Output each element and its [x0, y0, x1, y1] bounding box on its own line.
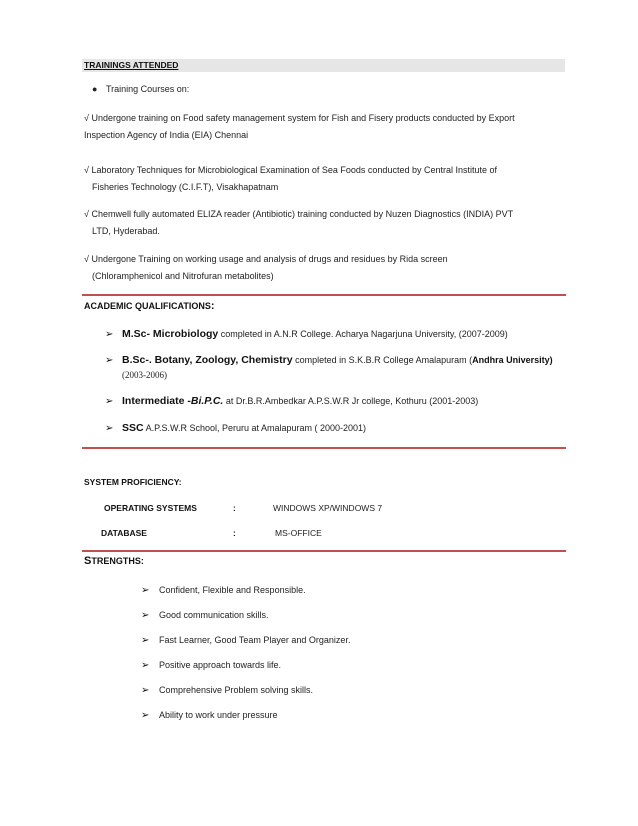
academic-heading-text: ACADEMIC QUALIFICATIONS	[84, 301, 211, 311]
training-item-line1: √ Undergone Training on working usage and analysis of drugs and residues by Rida screen	[84, 254, 448, 264]
strengths-heading	[84, 555, 144, 567]
system-row-separator: :	[233, 528, 236, 538]
arrow-bullet-icon: ➢	[141, 660, 150, 671]
qualification-detail: completed in S.K.B.R College Amalapuram (	[292, 355, 473, 365]
system-row-separator: :	[233, 503, 236, 513]
system-heading: SYSTEM PROFICIENCY:	[84, 477, 182, 487]
training-item-line1: √ Laboratory Techniques for Microbiological Examination of Sea Foods conducted by Central Institute of	[84, 165, 498, 175]
section-divider	[82, 550, 566, 552]
training-item-line2: Inspection Agency of India (EIA) Chennai	[84, 130, 249, 140]
arrow-bullet-icon: ➢	[141, 585, 150, 596]
trainings-heading: TRAININGS ATTENDED	[84, 60, 179, 70]
training-item-line2: (Chloramphenicol and Nitrofuran metabolites)	[92, 271, 274, 281]
training-item-line2: Fisheries Technology (C.I.F.T), Visakhapatnam	[92, 182, 279, 192]
strength-item-text: Comprehensive Problem solving skills.	[159, 685, 314, 695]
section-divider	[82, 294, 566, 296]
strength-item	[141, 585, 306, 596]
qualification-detail: A.P.S.W.R School, Peruru at Amalapuram ( 2000-2001)	[143, 423, 367, 433]
strength-item-text: Fast Learner, Good Team Player and Organizer.	[159, 635, 351, 645]
arrow-bullet-icon: ➢	[105, 396, 114, 407]
qualification-degree: Intermediate -	[122, 395, 191, 407]
strength-item-text: Good communication skills.	[159, 610, 269, 620]
bullet-icon: ●	[92, 84, 98, 94]
section-divider	[82, 447, 566, 449]
system-row-label: OPERATING SYSTEMS	[104, 503, 197, 513]
qualification-university: Andhra University)	[472, 355, 553, 365]
academic-heading	[84, 300, 215, 312]
strengths-heading-initial: S	[84, 555, 92, 567]
system-row-value: WINDOWS XP/WINDOWS 7	[273, 503, 383, 513]
qualification-detail: completed in A.N.R College. Acharya Nagarjuna University, (2007-2009)	[218, 329, 508, 339]
training-intro-text: Training Courses on:	[106, 84, 190, 94]
training-intro	[92, 84, 189, 94]
training-item-line2: LTD, Hyderabad.	[92, 226, 160, 236]
training-item	[84, 110, 566, 144]
qualification-degree: M.Sc- Microbiology	[122, 328, 219, 340]
arrow-bullet-icon: ➢	[141, 610, 150, 621]
qualification-detail: at Dr.B.R.Ambedkar A.P.S.W.R Jr college, Kothuru (2001-2003)	[223, 396, 479, 406]
training-item	[84, 206, 566, 240]
strength-item	[141, 635, 350, 646]
strength-item	[141, 685, 313, 696]
arrow-bullet-icon: ➢	[105, 329, 114, 340]
arrow-bullet-icon: ➢	[141, 685, 150, 696]
training-item-line1: √ Chemwell fully automated ELIZA reader (Antibiotic) training conducted by Nuzen Diagnostics (INDIA) PVT	[84, 209, 514, 219]
strength-item-text: Confident, Flexible and Responsible.	[159, 585, 306, 595]
academic-heading-colon: :	[210, 300, 215, 312]
qualification-item	[105, 422, 366, 434]
qualification-item	[105, 328, 508, 340]
strength-item	[141, 610, 269, 621]
arrow-bullet-icon: ➢	[105, 423, 114, 434]
arrow-bullet-icon: ➢	[141, 635, 150, 646]
system-row-value: MS-OFFICE	[275, 528, 322, 538]
qualification-degree-stream: Bi.P.C.	[190, 395, 224, 407]
arrow-bullet-icon: ➢	[141, 710, 150, 721]
training-item-line1: √ Undergone training on Food safety management system for Fish and Fisery products conducted by Export	[84, 113, 515, 123]
qualification-year: (2003-2006)	[122, 370, 167, 380]
system-row-label: DATABASE	[101, 528, 147, 538]
strengths-heading-rest: TRENGTHS:	[91, 556, 144, 566]
qualification-degree: B.Sc-. Botany, Zoology, Chemistry	[122, 354, 293, 366]
training-item	[84, 162, 566, 196]
qualification-item	[105, 395, 478, 407]
training-item	[84, 251, 566, 285]
qualification-item	[105, 354, 565, 380]
strength-item	[141, 660, 281, 671]
qualification-degree: SSC	[122, 422, 144, 434]
strength-item-text: Positive approach towards life.	[159, 660, 282, 670]
arrow-bullet-icon: ➢	[105, 355, 114, 366]
strength-item	[141, 710, 278, 721]
strength-item-text: Ability to work under pressure	[159, 710, 278, 720]
